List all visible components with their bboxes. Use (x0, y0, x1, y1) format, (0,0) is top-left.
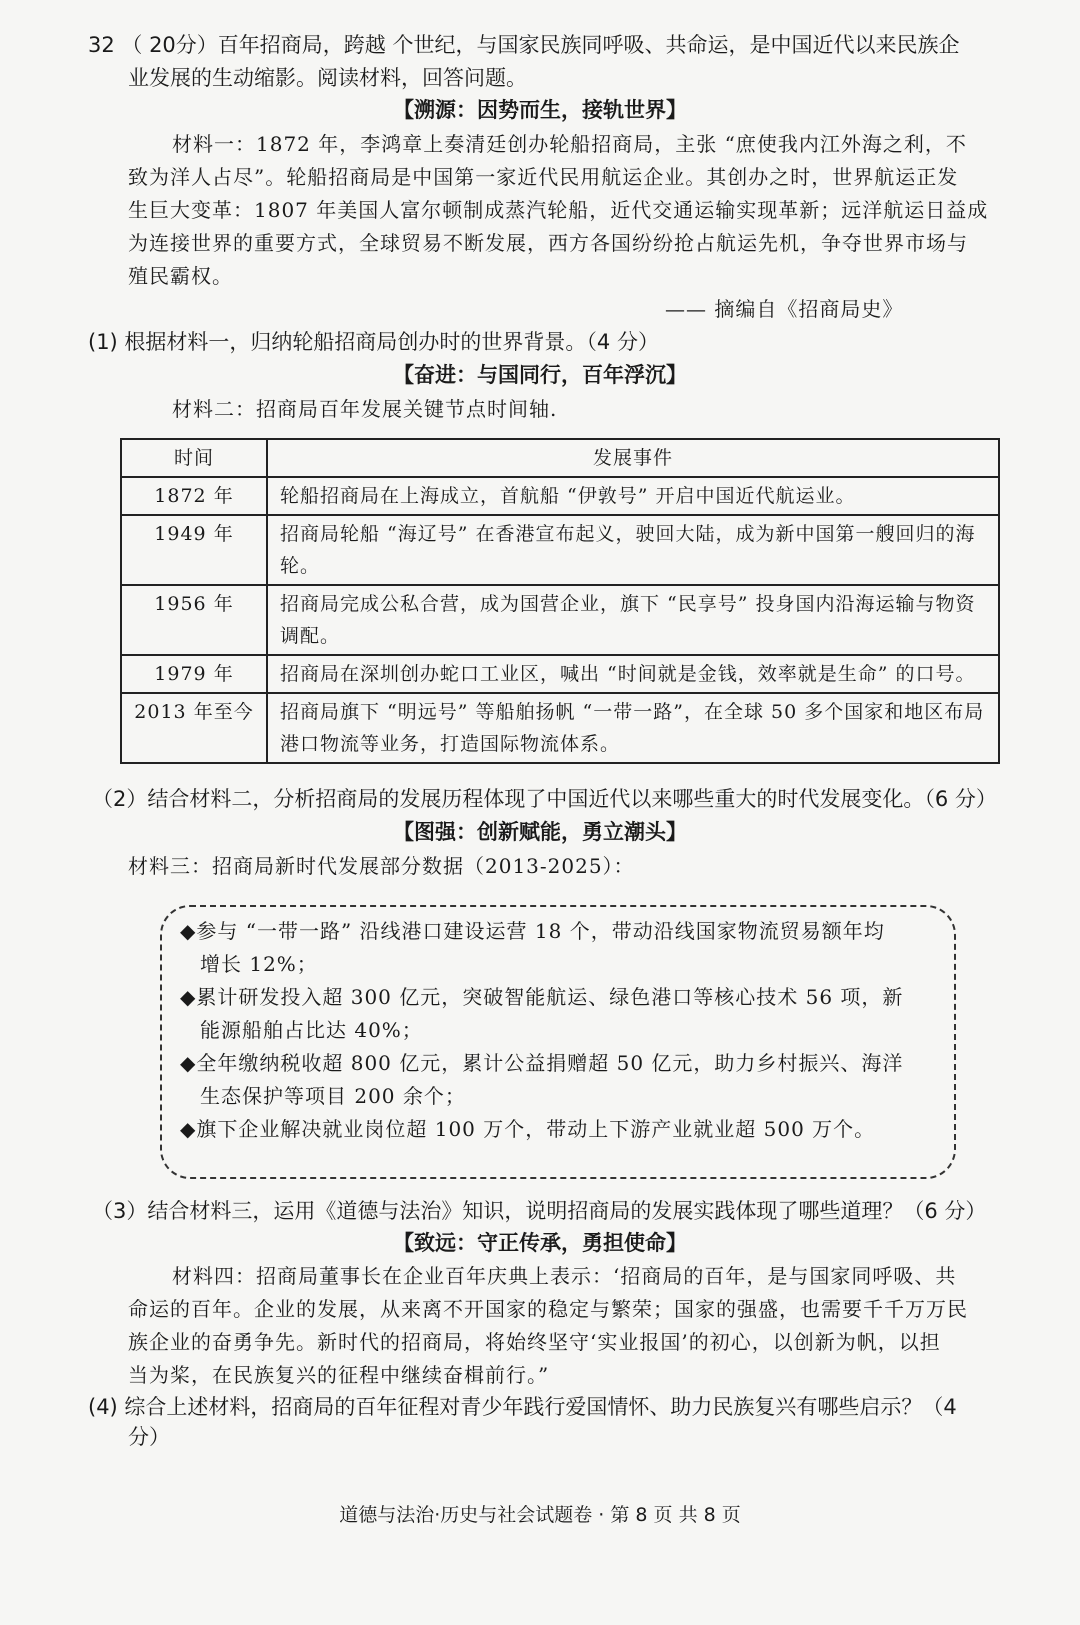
page-footer: 道德与法治·历史与社会试题卷 · 第 8 页 共 8 页 (339, 1504, 741, 1526)
table-row (121, 515, 999, 585)
table-header-time: 时间 (121, 439, 267, 477)
material-4-line-2: 命运的百年。企业的发展，从来离不开国家的稳定与繁荣；国家的强盛，也需要千千万万民 (128, 1297, 968, 1321)
bullet-3-line-2: 生态保护等项目 200 余个； (200, 1084, 466, 1108)
table-row (121, 655, 999, 693)
material-1-line-3: 生巨大变革：1807 年美国人富尔顿制成蒸汽轮船，近代交通运输实现革新；远洋航运日益成 (128, 198, 989, 222)
bullet-2-line-2: 能源船舶占比达 40%； (200, 1018, 423, 1042)
table-row (121, 477, 999, 515)
table-row (121, 693, 999, 763)
material-1-line-4: 为连接世界的重要方式，全球贸易不断发展，西方各国纷纷抢占航运先机，争夺世界市场与 (128, 231, 968, 255)
material-1-line-2: 致为洋人占尽”。轮船招商局是中国第一家近代民用航运企业。其创办之时，世界航运正发 (128, 165, 959, 189)
table-cell-time: 1956 年 (121, 585, 267, 655)
table-header-row (121, 439, 999, 477)
bullet-1-line-1: ◆参与 “一带一路” 沿线港口建设运营 18 个，带动沿线国家物流贸易额年均 (180, 919, 885, 943)
material-1-line-1: 材料一：1872 年，李鸿章上奏清廷创办轮船招商局，主张 “庶使我内江外海之利，不 (172, 132, 967, 156)
sub-question-2: （2）结合材料二，分析招商局的发展历程体现了中国近代以来哪些重大的时代发展变化。（6 分） (92, 787, 997, 811)
question-line-1: 32 （ 20分）百年招商局，跨越 个世纪，与国家民族同呼吸、共命运，是中国近代以来民族企 (88, 33, 960, 57)
sub-question-4-line-1: (4) 综合上述材料，招商局的百年征程对青少年践行爱国情怀、助力民族复兴有哪些启示？（4 (88, 1395, 957, 1419)
timeline-table (120, 438, 1000, 764)
material-3-intro: 材料三：招商局新时代发展部分数据（2013-2025）： (128, 854, 635, 878)
table-cell-event: 招商局轮船 “海辽号” 在香港宣布起义，驶回大陆，成为新中国第一艘回归的海轮。 (267, 515, 999, 585)
section-4-title: 【致远：守正传承，勇担使命】 (393, 1231, 687, 1255)
bullet-2-line-1: ◆累计研发投入超 300 亿元，突破智能航运、绿色港口等核心技术 56 项，新 (180, 985, 904, 1009)
section-1-title: 【溯源：因势而生，接轨世界】 (393, 98, 687, 122)
sub-question-4-line-2: 分） (128, 1425, 170, 1449)
table-cell-event: 招商局完成公私合营，成为国营企业，旗下 “民享号” 投身国内沿海运输与物资调配。 (267, 585, 999, 655)
table-cell-time: 1872 年 (121, 477, 267, 515)
bullet-3-line-1: ◆全年缴纳税收超 800 亿元，累计公益捐赠超 50 亿元，助力乡村振兴、海洋 (180, 1051, 904, 1075)
sub-question-1: (1) 根据材料一，归纳轮船招商局创办时的世界背景。（4 分） (88, 330, 659, 354)
material-4-line-4: 当为桨，在民族复兴的征程中继续奋楫前行。” (128, 1363, 550, 1387)
material-4-line-1: 材料四：招商局董事长在企业百年庆典上表示：‘招商局的百年，是与国家同呼吸、共 (172, 1264, 957, 1288)
table-cell-event: 轮船招商局在上海成立，首航船 “伊敦号” 开启中国近代航运业。 (267, 477, 999, 515)
table-cell-event: 招商局在深圳创办蛇口工业区，喊出 “时间就是金钱，效率就是生命” 的口号。 (267, 655, 999, 693)
material-1-source: —— 摘编自《招商局史》 (665, 297, 904, 321)
table-cell-time: 1979 年 (121, 655, 267, 693)
table-cell-time: 2013 年至今 (121, 693, 267, 763)
question-line-2: 业发展的生动缩影。阅读材料，回答问题。 (128, 66, 527, 90)
bullet-1-line-2: 增长 12%； (200, 952, 318, 976)
sub-question-3: （3）结合材料三，运用《道德与法治》知识，说明招商局的发展实践体现了哪些道理？（6 分） (92, 1199, 987, 1223)
table-cell-time: 1949 年 (121, 515, 267, 585)
bullet-4-line-1: ◆旗下企业解决就业岗位超 100 万个，带动上下游产业就业超 500 万个。 (180, 1117, 876, 1141)
material-4-line-3: 族企业的奋勇争先。新时代的招商局，将始终坚守‘实业报国’的初心，以创新为帆，以担 (128, 1330, 941, 1354)
material-2-intro: 材料二：招商局百年发展关键节点时间轴. (172, 397, 558, 421)
section-3-title: 【图强：创新赋能，勇立潮头】 (393, 820, 687, 844)
table-cell-event: 招商局旗下 “明远号” 等船舶扬帆 “一带一路”，在全球 50 多个国家和地区布局港口物流等业务，打造国际物流体系。 (267, 693, 999, 763)
table-row (121, 585, 999, 655)
material-1-line-5: 殖民霸权。 (128, 264, 233, 288)
section-2-title: 【奋进：与国同行，百年浮沉】 (393, 363, 687, 387)
table-header-event: 发展事件 (267, 439, 999, 477)
